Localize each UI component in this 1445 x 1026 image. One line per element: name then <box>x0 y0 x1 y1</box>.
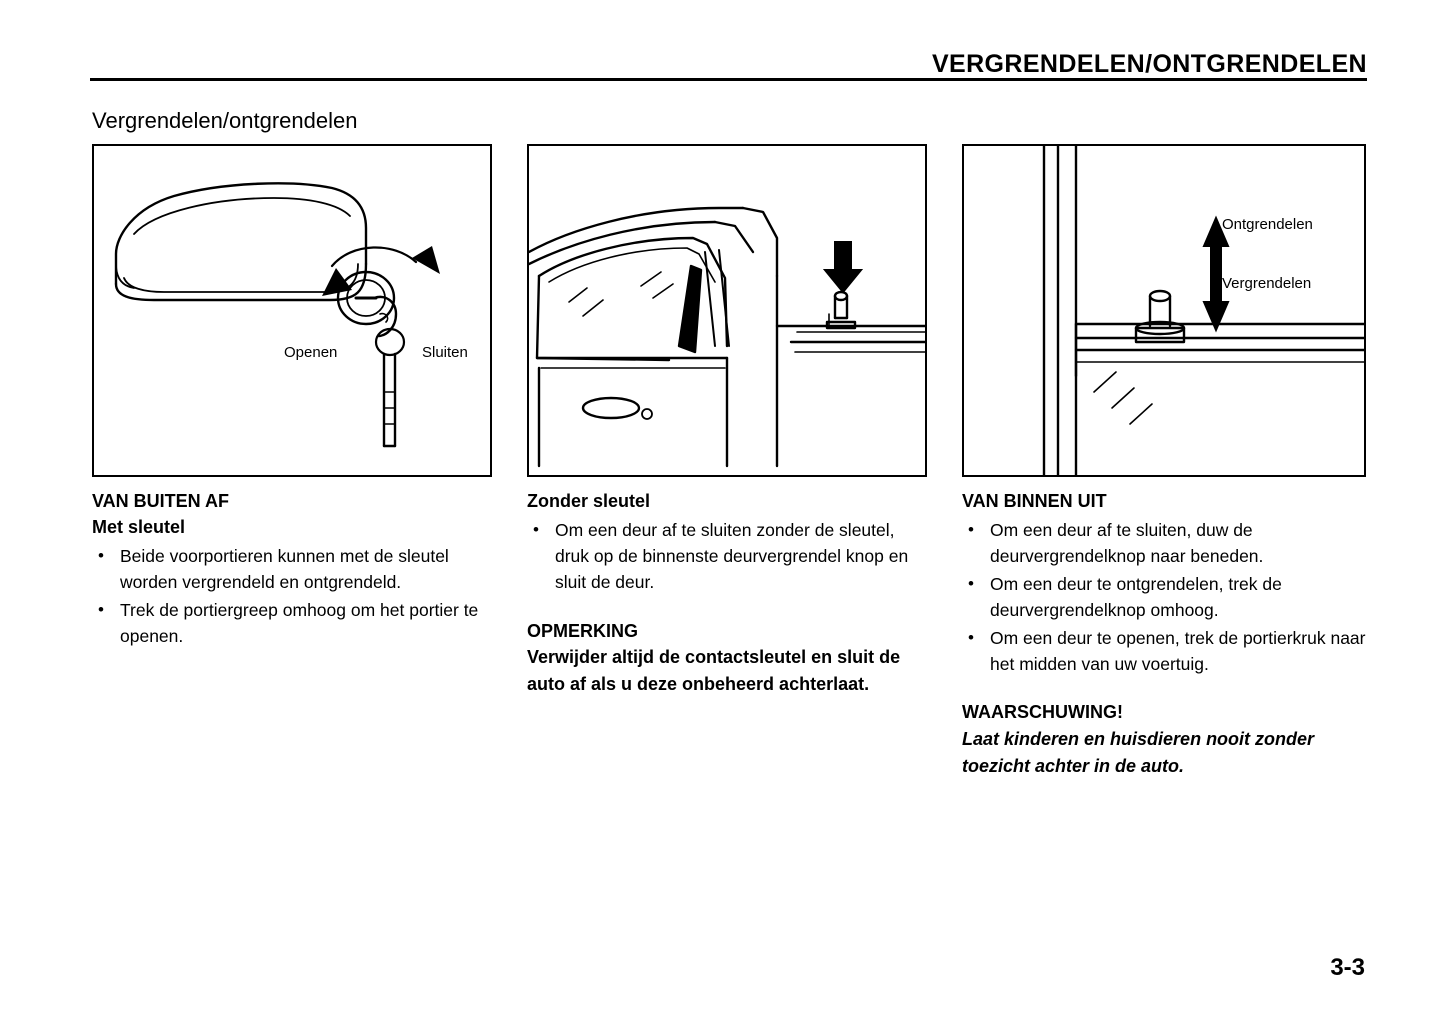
list-item: • Beide voorportieren kunnen met de sleutel worden vergrendeld en ontgrendeld. <box>92 544 492 596</box>
label-vergrendelen: Vergrendelen <box>1222 275 1312 292</box>
column-zonder-sleutel <box>527 488 927 698</box>
warning-text: Laat kinderen en huisdieren nooit zonder toezicht achter in de auto. <box>962 729 1315 776</box>
col1-bullet-list <box>92 544 492 650</box>
column-van-buiten-af <box>92 488 492 652</box>
note-text: Verwijder altijd de contactsleutel en sluit de auto af als u deze onbeheerd achterlaat. <box>527 647 901 695</box>
list-item: • Trek de portiergreep omhoog om het portier te openen. <box>92 598 492 650</box>
col3-title: VAN BINNEN UIT <box>962 491 1107 511</box>
label-sluiten: Sluiten <box>422 344 468 361</box>
col2-title: Zonder sleutel <box>527 491 651 511</box>
warning-heading: WAARSCHUWING! <box>962 702 1123 723</box>
list-item: • Om een deur te openen, trek de portierkruk naar het midden van uw voertuig. <box>962 626 1366 678</box>
col2-bullet-list <box>527 518 927 596</box>
figure-interior-lock-knob <box>962 144 1366 477</box>
list-item: • Om een deur af te sluiten, duw de deurvergrendelknop naar beneden. <box>962 518 1366 570</box>
col1-subtitle: Met sleutel <box>92 517 186 538</box>
rotation-arrows <box>322 246 440 296</box>
figure-door-lock-with-key <box>92 144 492 477</box>
list-item: • Om een deur te ontgrendelen, trek de deurvergrendelknop omhoog. <box>962 572 1366 624</box>
note-heading: OPMERKING <box>527 620 639 641</box>
door-lock-with-key-drawing <box>94 146 490 475</box>
header-divider <box>90 78 1367 81</box>
figure-lock-knob-without-key <box>527 144 927 477</box>
interior-knob-drawing <box>964 146 1364 475</box>
column-van-binnen-uit <box>962 488 1366 779</box>
col3-bullet-list <box>962 518 1366 677</box>
down-arrow-icon <box>825 242 861 292</box>
page-header-title: VERGRENDELEN/ONTGRENDELEN <box>931 50 1367 78</box>
col1-title: VAN BUITEN AF <box>92 491 229 511</box>
door-interior-drawing <box>529 146 925 475</box>
label-ontgrendelen: Ontgrendelen <box>1222 216 1313 233</box>
list-item: • Om een deur af te sluiten zonder de sleutel, druk op de binnenste deurvergrendel knop en sluit de deur. <box>527 518 927 596</box>
label-openen: Openen <box>284 344 338 361</box>
page-number: 3-3 <box>1330 954 1365 981</box>
section-heading: Vergrendelen/ontgrendelen <box>92 108 358 133</box>
